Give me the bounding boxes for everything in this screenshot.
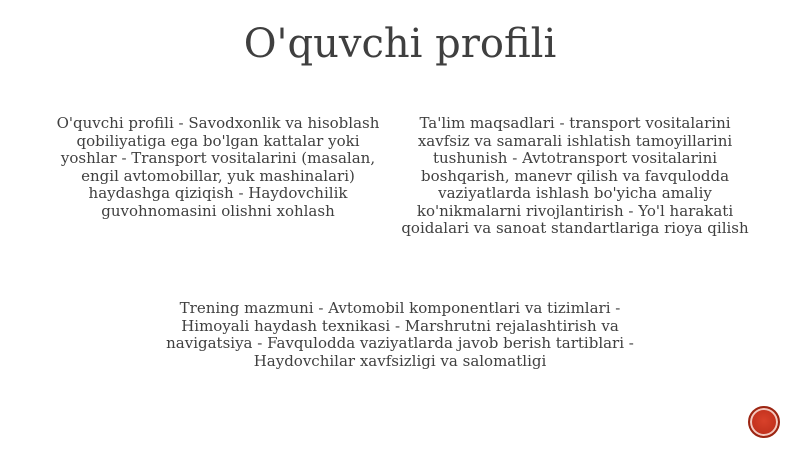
- learner-profile-text: O'quvchi profili - Savodxonlik va hisoblash qobiliyatiga ega bo'lgan kattalar yoki yoshlar - Transport vositalarini (masalan, engil avtomobillar, yuk mashinalari) haydashga qiziqish - Haydovchilik guvohnomasini olishni xohlash: [56, 114, 380, 220]
- training-content-text: Trening mazmuni - Avtomobil komponentlari va tizimlari - Himoyali haydash texnikasi - Marshrutni rejalashtirish va navigatsiya - Favqulodda vaziyatlarda javob berish tartiblari - Haydovchilar xavfsizligi va salomatligi: [166, 299, 634, 370]
- circle-nav-icon[interactable]: [748, 406, 780, 438]
- learning-objectives-text: Ta'lim maqsadlari - transport vositalarini xavfsiz va samarali ishlatish tamoyillarini tushunish - Avtotransport vositalarini boshqarish, manevr qilish va favqulodda vaziyatlarda ishlash bo'yicha amaliy ko'nikmalarni rivojlantirish - Yo'l harakati qoidalari va sanoat standartlariga rioya qilish: [401, 114, 749, 237]
- slide-title: O'quvchi profili: [243, 21, 557, 67]
